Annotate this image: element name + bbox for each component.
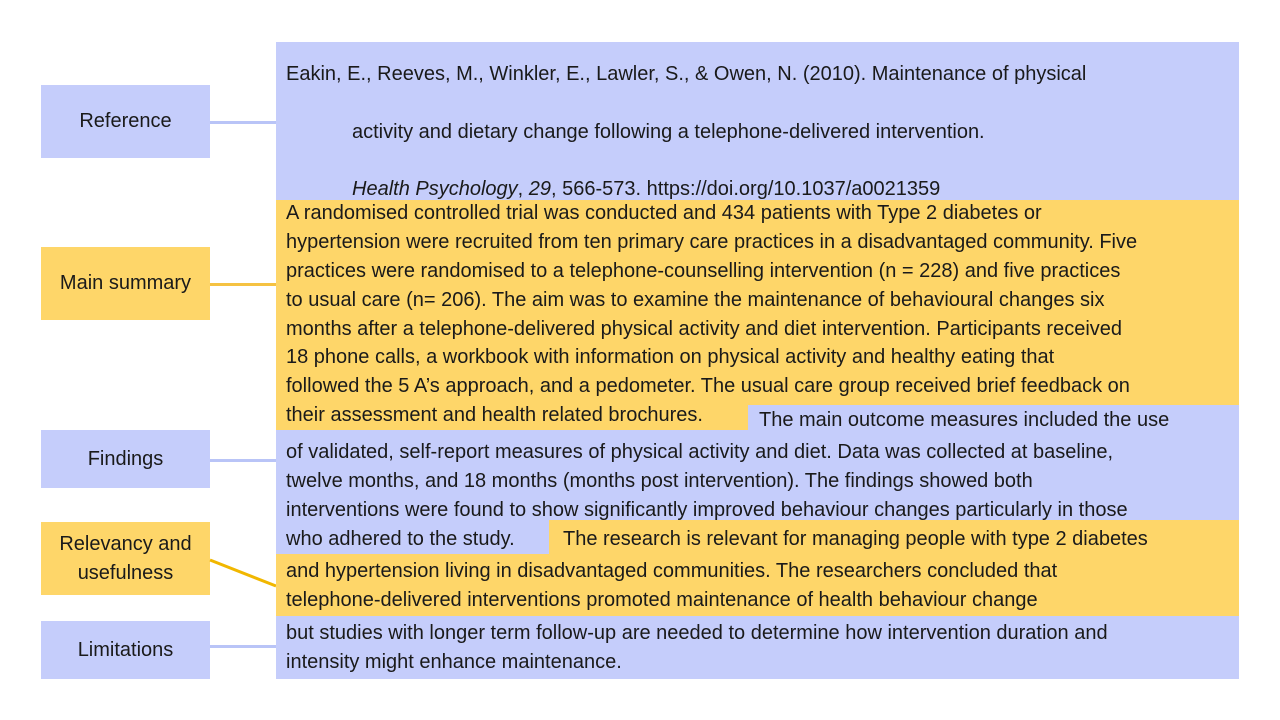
- findings-line: who adhered to the study.: [286, 528, 515, 550]
- main-summary-label-text: Main summary: [59, 272, 192, 294]
- summary-connector: [210, 283, 276, 286]
- summary-line: their assessment and health related brochures.: [286, 404, 703, 426]
- reference-line3: Health Psychology, 29, 566-573. https://doi.org/10.1037/a0021359: [352, 178, 941, 200]
- summary-line: hypertension were recruited from ten primary care practices in a disadvantaged community. Five: [286, 231, 1138, 253]
- findings-label: [41, 430, 210, 488]
- limitations-label-text: Limitations: [77, 638, 174, 661]
- summary-line: 18 phone calls, a workbook with information on physical activity and healthy eating that: [286, 346, 1055, 368]
- relevancy-label-line1: Relevancy and: [59, 532, 192, 555]
- relevancy-line: and hypertension living in disadvantaged communities. The researchers concluded that: [286, 560, 1058, 582]
- summary-line: followed the 5 A’s approach, and a pedometer. The usual care group received brief feedback on: [286, 375, 1130, 397]
- summary-line: months after a telephone-delivered physical activity and diet intervention. Participants received: [286, 318, 1123, 340]
- main-summary-label: [41, 247, 210, 320]
- findings-label-text: Findings: [87, 447, 164, 470]
- relevancy-connector: [208, 558, 280, 590]
- relevancy-label: [41, 522, 210, 595]
- limitations-line: but studies with longer term follow-up are needed to determine how intervention duration and: [286, 622, 1108, 644]
- limitations-line: intensity might enhance maintenance.: [286, 651, 622, 673]
- reference-pages-doi: , 566-573. https://doi.org/10.1037/a0021359: [551, 178, 941, 200]
- reference-journal: Health Psychology: [352, 178, 518, 200]
- reference-line1: Eakin, E., Reeves, M., Winkler, E., Lawler, S., & Owen, N. (2010). Maintenance of physical: [286, 63, 1087, 85]
- summary-line: A randomised controlled trial was conducted and 434 patients with Type 2 diabetes or: [286, 202, 1042, 224]
- findings-line: of validated, self-report measures of physical activity and diet. Data was collected at baseline,: [286, 441, 1114, 463]
- findings-connector: [210, 459, 276, 462]
- reference-volume: 29: [528, 178, 552, 200]
- findings-line: twelve months, and 18 months (months post intervention). The findings showed both: [286, 470, 1033, 492]
- limitations-label: [41, 621, 210, 679]
- summary-line: to usual care (n= 206). The aim was to examine the maintenance of behavioural changes six: [286, 289, 1105, 311]
- findings-line: interventions were found to show significantly improved behaviour changes particularly in those: [286, 499, 1128, 521]
- relevancy-first-line: The research is relevant for managing people with type 2 diabetes: [563, 528, 1148, 550]
- reference-line2: activity and dietary change following a telephone-delivered intervention.: [352, 121, 985, 143]
- relevancy-label-line2: usefulness: [77, 561, 174, 584]
- summary-line: practices were randomised to a telephone-counselling intervention (n = 228) and five practices: [286, 260, 1121, 282]
- relevancy-line: telephone-delivered interventions promoted maintenance of health behaviour change: [286, 589, 1038, 611]
- findings-first-line: The main outcome measures included the use: [759, 409, 1170, 431]
- reference-connector: [210, 121, 276, 124]
- limitations-connector: [210, 645, 276, 648]
- reference-label-text: Reference: [79, 110, 172, 132]
- reference-label: [41, 85, 210, 158]
